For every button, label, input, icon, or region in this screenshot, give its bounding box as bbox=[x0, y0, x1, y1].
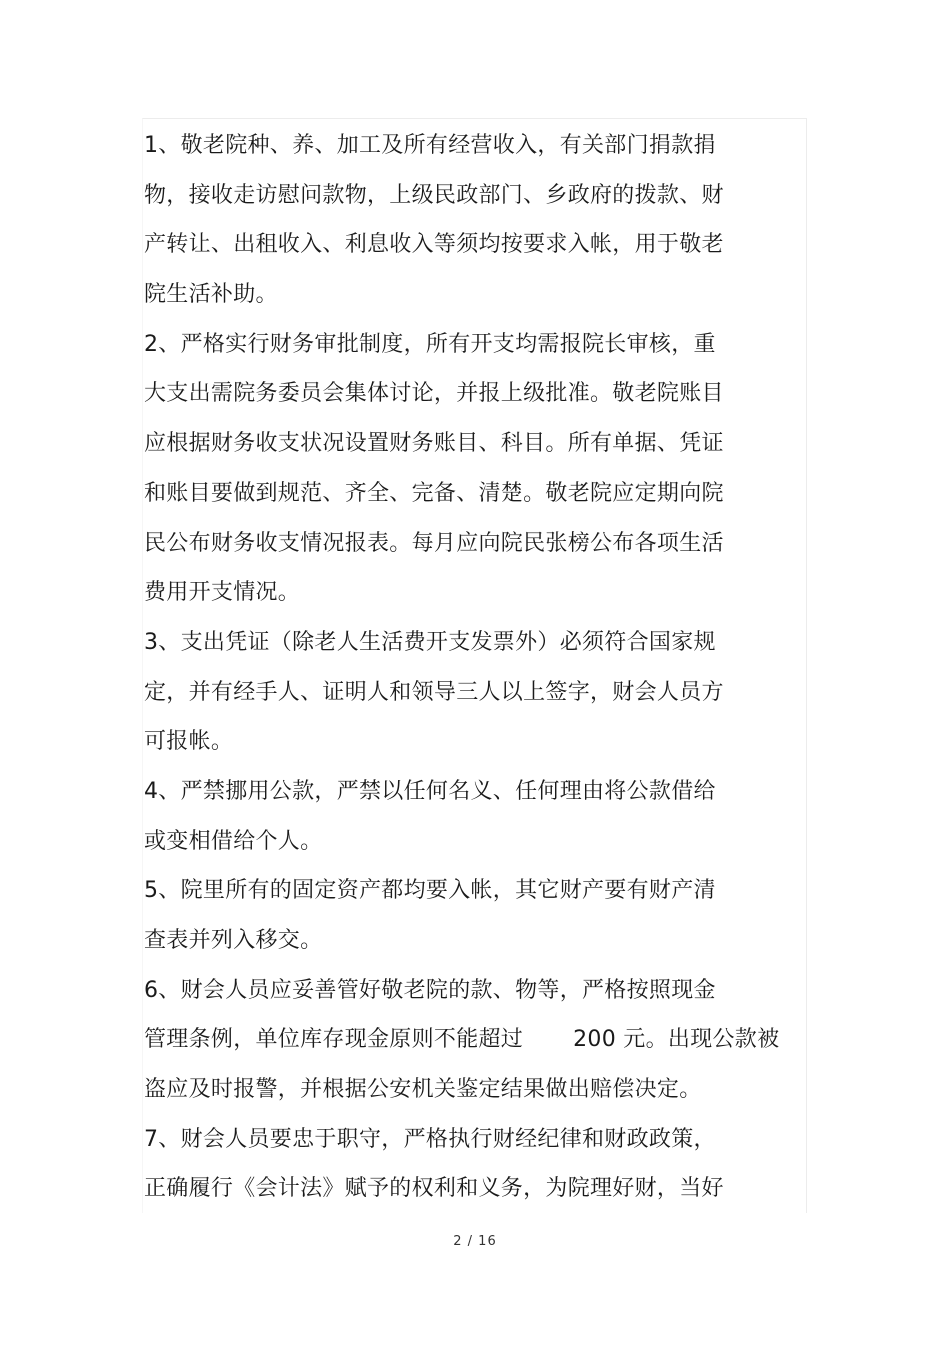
text-line: 6、财会人员应妥善管好敬老院的款、物等，严格按照现金 bbox=[144, 977, 716, 1003]
text-line: 可报帐。 bbox=[144, 729, 234, 755]
text-line: 正确履行《会计法》赋予的权利和义务，为院理好财，当好 bbox=[144, 1176, 724, 1202]
document-body bbox=[144, 121, 804, 1211]
text-line: 院生活补助。 bbox=[144, 282, 278, 308]
text-line: 4、严禁挪用公款，严禁以任何名义、任何理由将公款借给 bbox=[144, 778, 716, 804]
text-line: 应根据财务收支状况设置财务账目、科目。所有单据、凭证 bbox=[144, 431, 724, 457]
text-line: 3、支出凭证（除老人生活费开支发票外）必须符合国家规 bbox=[144, 629, 716, 655]
text-line: 7、财会人员要忠于职守，严格执行财经纪律和财政政策， bbox=[144, 1126, 716, 1152]
text-line: 1、敬老院种、养、加工及所有经营收入，有关部门捐款捐 bbox=[144, 133, 716, 158]
text-line: 定，并有经手人、证明人和领导三人以上签字，财会人员方 bbox=[144, 679, 724, 705]
text-line: 产转让、出租收入、利息收入等须均按要求入帐，用于敬老 bbox=[144, 232, 724, 258]
text-line: 和账目要做到规范、齐全、完备、清楚。敬老院应定期向院 bbox=[144, 480, 724, 506]
text-line: 2、严格实行财务审批制度，所有开支均需报院长审核，重 bbox=[144, 331, 716, 357]
text-line: 或变相借给个人。 bbox=[144, 828, 323, 854]
text-line: 5、院里所有的固定资产都均要入帐，其它财产要有财产清 bbox=[144, 878, 716, 904]
text-line: 盗应及时报警，并根据公安机关鉴定结果做出赔偿决定。 bbox=[144, 1077, 702, 1103]
text-segment: 200 元。出现公款被 bbox=[573, 1027, 780, 1053]
text-line: 查表并列入移交。 bbox=[144, 928, 323, 953]
text-line: 民公布财务收支情况报表。每月应向院民张榜公布各项生活 bbox=[144, 530, 724, 556]
text-line: 物，接收走访慰问款物，上级民政部门、乡政府的拨款、财 bbox=[144, 182, 724, 208]
page-number: 2 / 16 bbox=[453, 1234, 497, 1249]
text-line: 大支出需院务委员会集体讨论，并报上级批准。敬老院账目 bbox=[144, 381, 724, 407]
text-segment: 管理条例，单位库存现金原则不能超过 bbox=[144, 1027, 524, 1053]
text-line bbox=[144, 1015, 804, 1065]
text-line: 费用开支情况。 bbox=[144, 580, 301, 606]
